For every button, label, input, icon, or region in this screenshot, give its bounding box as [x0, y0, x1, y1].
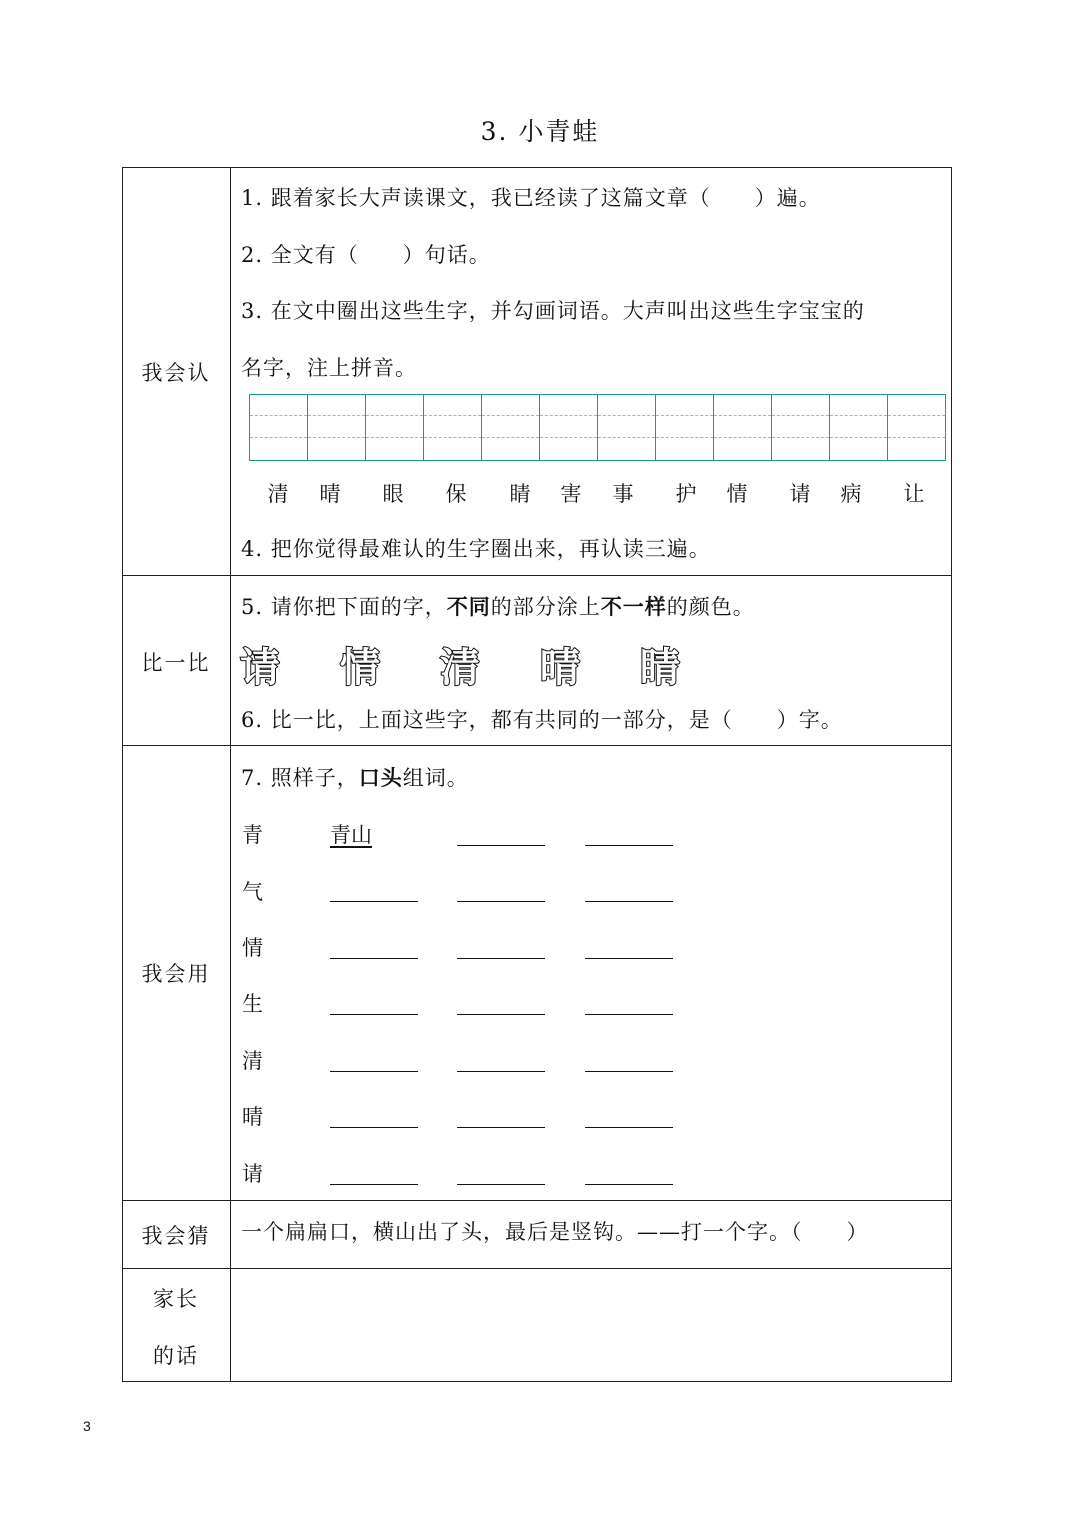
answer-blank[interactable]: [330, 1127, 418, 1128]
pinyin-cell[interactable]: [656, 395, 714, 460]
section-label-guess: 我会猜: [141, 1224, 211, 1248]
sample-word: 青山: [330, 823, 372, 847]
row-divider: [122, 575, 952, 576]
q5-text: 5. 请你把下面的字，: [241, 595, 447, 619]
question-7: [241, 762, 469, 792]
answer-blank[interactable]: [585, 1014, 673, 1015]
q7-text: 7. 照样子，: [241, 766, 359, 790]
answer-blank[interactable]: [457, 1014, 545, 1015]
pinyin-cell[interactable]: [308, 395, 366, 460]
section-label-parent-line2: 的话: [153, 1344, 199, 1368]
vocab-character: 睛: [509, 482, 531, 506]
pinyin-cell[interactable]: [830, 395, 888, 460]
outline-character[interactable]: 请: [240, 644, 280, 691]
word-base-character: 气: [242, 880, 263, 904]
q7-text: 组词。: [402, 766, 469, 790]
vocab-character: 请: [789, 482, 811, 506]
answer-blank[interactable]: [585, 1184, 673, 1185]
pinyin-cell[interactable]: [772, 395, 830, 460]
pinyin-cell[interactable]: [888, 395, 945, 460]
q5-bold: 不一样: [600, 594, 667, 619]
answer-blank[interactable]: [585, 958, 673, 959]
question-6: 6. 比一比，上面这些字，都有共同的一部分，是（ ）字。: [241, 708, 843, 732]
q5-bold: 不同: [446, 594, 491, 619]
parent-comment-area[interactable]: [232, 1270, 950, 1381]
answer-blank[interactable]: [585, 1071, 673, 1072]
row-divider: [122, 1200, 952, 1201]
outline-character[interactable]: 清: [440, 644, 480, 691]
answer-blank[interactable]: [330, 958, 418, 959]
question-3-line2: 名字，注上拼音。: [241, 356, 417, 380]
q5-text: 的部分涂上: [490, 595, 601, 619]
vocab-character: 晴: [319, 482, 341, 506]
vocab-character: 害: [560, 482, 582, 506]
vocab-character: 保: [445, 482, 467, 506]
pinyin-cell[interactable]: [250, 395, 308, 460]
row-divider: [122, 1268, 952, 1269]
vocab-character: 清: [267, 482, 289, 506]
vocab-character: 眼: [382, 482, 404, 506]
answer-blank[interactable]: [330, 901, 418, 902]
section-label-use: 我会用: [141, 962, 211, 986]
vocab-character: 护: [675, 482, 697, 506]
vocab-character: 事: [612, 482, 634, 506]
page-number: 3: [83, 1418, 91, 1434]
pinyin-cell[interactable]: [424, 395, 482, 460]
vocab-character: 让: [903, 482, 925, 506]
q7-bold: 口头: [358, 765, 403, 790]
section-label-compare: 比一比: [141, 651, 211, 675]
word-base-character: 清: [242, 1049, 263, 1073]
pinyin-cell[interactable]: [366, 395, 424, 460]
word-base-character: 晴: [242, 1105, 263, 1129]
answer-blank[interactable]: [457, 845, 545, 846]
question-4: 4. 把你觉得最难认的生字圈出来，再认读三遍。: [241, 537, 711, 561]
row-divider: [122, 745, 952, 746]
riddle-text: 一个扁扁口，横山出了头，最后是竖钩。——打一个字。（ ）: [241, 1220, 869, 1244]
answer-blank[interactable]: [457, 901, 545, 902]
outline-character[interactable]: 情: [340, 644, 380, 691]
pinyin-writing-grid[interactable]: [249, 394, 946, 461]
answer-blank[interactable]: [457, 1127, 545, 1128]
word-base-character: 情: [242, 936, 263, 960]
answer-blank[interactable]: [457, 1071, 545, 1072]
pinyin-cell[interactable]: [598, 395, 656, 460]
outline-character[interactable]: 晴: [540, 644, 580, 691]
question-1: 1. 跟着家长大声读课文，我已经读了这篇文章（ ）遍。: [241, 186, 821, 210]
q5-text: 的颜色。: [666, 595, 755, 619]
outline-character[interactable]: 睛: [640, 644, 680, 691]
pinyin-cell[interactable]: [714, 395, 772, 460]
word-base-character: 请: [242, 1162, 263, 1186]
answer-blank[interactable]: [457, 1184, 545, 1185]
pinyin-cell[interactable]: [482, 395, 540, 460]
vocab-character: 病: [840, 482, 862, 506]
question-5: [241, 591, 755, 621]
section-label-recognize: 我会认: [141, 361, 211, 385]
pinyin-cell[interactable]: [540, 395, 598, 460]
answer-blank[interactable]: [330, 1014, 418, 1015]
question-2: 2. 全文有（ ）句话。: [241, 243, 491, 267]
answer-blank[interactable]: [585, 1127, 673, 1128]
question-3-line1: 3. 在文中圈出这些生字，并勾画词语。大声叫出这些生字宝宝的: [241, 299, 865, 323]
word-base-character: 生: [242, 992, 263, 1016]
page-title: 3. 小青蛙: [480, 117, 600, 146]
vocab-character: 情: [726, 482, 748, 506]
section-label-parent-line1: 家长: [153, 1287, 199, 1311]
answer-blank[interactable]: [585, 901, 673, 902]
answer-blank[interactable]: [585, 845, 673, 846]
column-divider: [230, 167, 231, 1382]
answer-blank[interactable]: [330, 1071, 418, 1072]
word-base-character: 青: [242, 823, 263, 847]
answer-blank[interactable]: [330, 1184, 418, 1185]
answer-blank[interactable]: [457, 958, 545, 959]
